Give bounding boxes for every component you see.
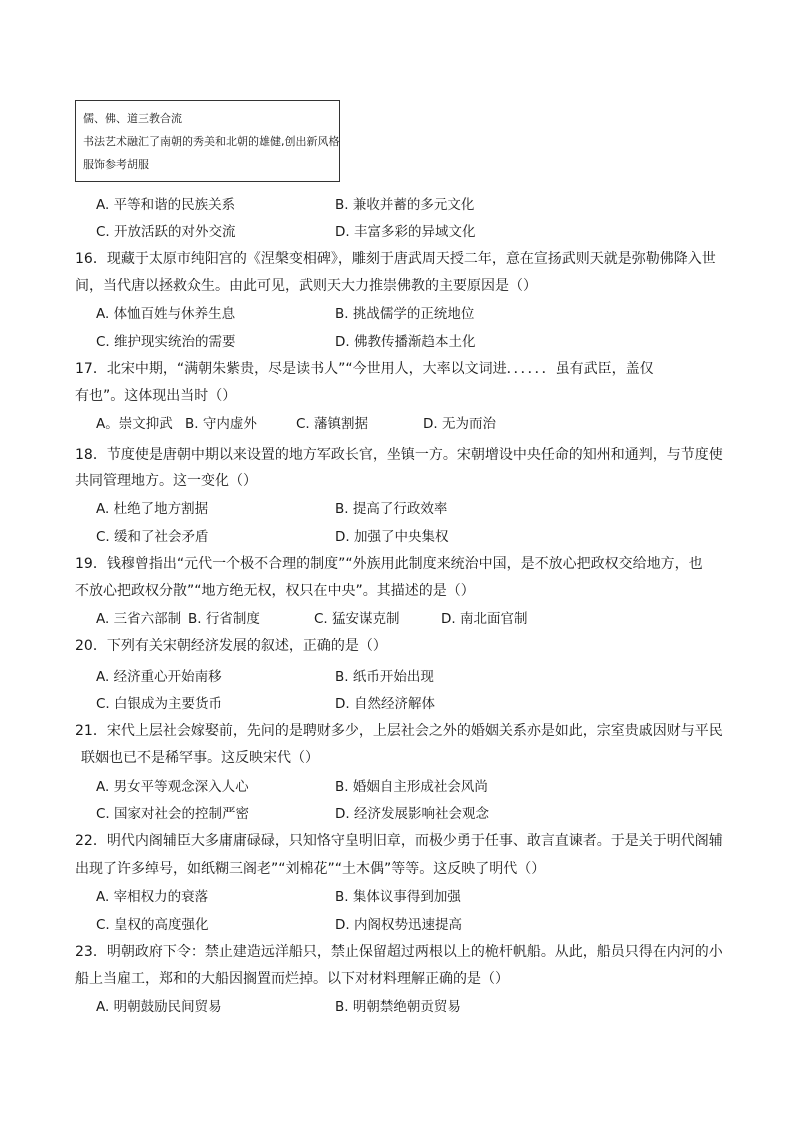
q16-stem-line-1: 16．现藏于太原市纯阳宫的《涅槃变相碑》，雕刻于唐武周天授二年，意在宣扬武则天就是弥勒佛降入世 <box>75 251 716 267</box>
q18-stem-line-1: 18．节度使是唐朝中期以来设置的地方军政长官，坐镇一方。宋朝增设中央任命的知州和通判，与节度使 <box>75 447 723 463</box>
q22-option-c: C. 皇权的高度强化 <box>96 917 209 933</box>
q23-option-a: A. 明朝鼓励民间贸易 <box>96 999 222 1015</box>
q17-option-b: B. 守内虚外 <box>185 416 257 432</box>
q20-option-d: D. 自然经济解体 <box>335 696 435 712</box>
q21-option-a: A. 男女平等观念深入人心 <box>96 779 249 795</box>
q19-option-d: D. 南北面官制 <box>441 611 528 627</box>
q21-option-b: B. 婚姻自主形成社会风尚 <box>335 779 488 795</box>
q18-option-c: C. 缓和了社会矛盾 <box>96 529 209 545</box>
q20-stem-line-1: 20．下列有关宋朝经济发展的叙述，正确的是（） <box>75 638 387 654</box>
material-line-3: 服饰参考胡服 <box>83 158 149 171</box>
q20-option-c: C. 白银成为主要货币 <box>96 696 223 712</box>
q18-stem-line-2: 共同管理地方。这一变化（） <box>75 473 257 489</box>
q22-stem-line-1: 22．明代内阁辅臣大多庸庸碌碌，只知恪守皇明旧章，而极少勇于任事、敢言直谏者。于是关于明代阁辅 <box>75 833 723 849</box>
q18-option-a: A. 杜绝了地方割据 <box>96 501 209 517</box>
q19-stem-line-2: 不放心把政权分散”“地方绝无权，权只在中央”。其描述的是（） <box>75 583 475 599</box>
q20-option-b: B. 纸币开始出现 <box>335 669 434 685</box>
material-line-1: 儒、佛、道三教合流 <box>83 112 182 125</box>
q22-stem-line-2: 出现了许多绰号，如纸糊三阁老”“刘棉花”“土木偶”等等。这反映了明代（） <box>75 861 546 877</box>
q23-stem-line-2: 船上当雇工，郑和的大船因搁置而烂掉。以下对材料理解正确的是（） <box>75 971 509 987</box>
material-box <box>75 100 340 182</box>
q20-option-a: A. 经济重心开始南移 <box>96 669 222 685</box>
q19-stem-line-1: 19．钱穆曾指出“元代一个极不合理的制度”“外族用此制度来统治中国，是不放心把政权交给地方，也 <box>75 556 703 572</box>
q18-option-d: D. 加强了中央集权 <box>335 529 449 545</box>
q19-option-b: B. 行省制度 <box>188 611 260 627</box>
q17-option-c: C. 藩镇割据 <box>296 416 369 432</box>
q23-option-b: B. 明朝禁绝朝贡贸易 <box>335 999 461 1015</box>
q15-option-c: C. 开放活跃的对外交流 <box>96 224 236 240</box>
q22-option-a: A. 宰相权力的衰落 <box>96 889 209 905</box>
q21-stem-line-1: 21．宋代上层社会嫁娶前，先问的是聘财多少，上层社会之外的婚姻关系亦是如此，宗室贵戚因财与平民 <box>75 723 723 739</box>
q21-option-c: C. 国家对社会的控制严密 <box>96 806 250 822</box>
q15-option-a: A. 平等和谐的民族关系 <box>96 197 236 213</box>
q22-option-d: D. 内阁权势迅速提高 <box>335 917 462 933</box>
q16-stem-line-2: 间，当代唐以拯救众生。由此可见，武则天大力推崇佛教的主要原因是（） <box>75 278 537 294</box>
q17-stem-line-1: 17．北宋中期，“满朝朱紫贵，尽是读书人”“今世用人，大率以文词进．．．．．．虽有武臣，盖仅 <box>75 361 654 377</box>
q16-option-d: D. 佛教传播渐趋本土化 <box>335 334 476 350</box>
q16-option-a: A. 体恤百姓与休养生息 <box>96 306 236 322</box>
q22-option-b: B. 集体议事得到加强 <box>335 889 461 905</box>
q18-option-b: B. 提高了行政效率 <box>335 501 448 517</box>
q21-stem-line-2: 联姻也已不是稀罕事。这反映宋代（） <box>81 750 319 766</box>
q17-option-d: D. 无为而治 <box>423 416 496 432</box>
q15-option-b: B. 兼收并蓄的多元文化 <box>335 197 475 213</box>
q21-option-d: D. 经济发展影响社会观念 <box>335 806 489 822</box>
q23-stem-line-1: 23．明朝政府下令：禁止建造远洋船只，禁止保留超过两根以上的桅杆帆船。从此，船员只得在内河的小 <box>75 944 723 960</box>
material-line-2: 书法艺术融汇了南朝的秀美和北朝的雄健,创出新风格 <box>83 135 340 148</box>
q15-option-d: D. 丰富多彩的异域文化 <box>335 224 476 240</box>
q19-option-a: A. 三省六部制 <box>96 611 182 627</box>
q16-option-b: B. 挑战儒学的正统地位 <box>335 306 475 322</box>
q17-option-a: A。崇文抑武 <box>96 416 173 432</box>
q16-option-c: C. 维护现实统治的需要 <box>96 334 236 350</box>
q19-option-c: C. 猛安谋克制 <box>314 611 400 627</box>
q17-stem-line-2: 有也”。这体现出当时（） <box>75 388 237 404</box>
